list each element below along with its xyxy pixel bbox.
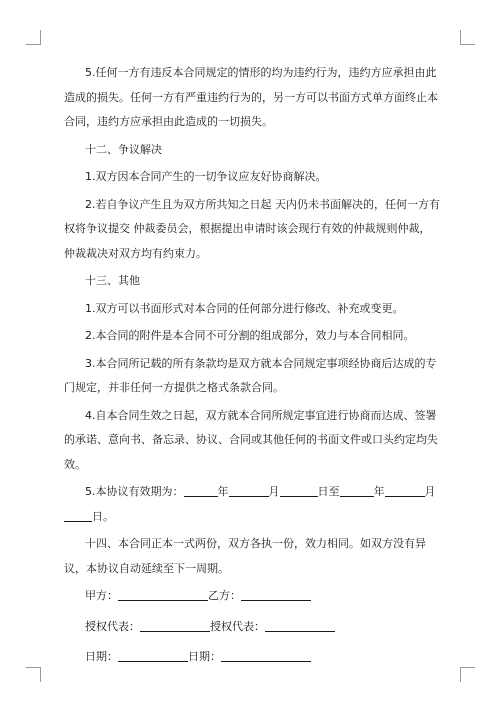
clause-13-1: 1.双方可以书面形式对本合同的任何部分进行修改、补充或变更。 <box>85 301 404 315</box>
crop-mark-bottom-right <box>460 667 475 682</box>
section-13-heading: 十三、其他 <box>85 274 140 287</box>
date-a-line[interactable] <box>118 648 188 662</box>
section-14-clause: 十四、本合同正本一式两份，双方各执一份，效力相同。如双方没有异议，本协议自动延续至下一周期。 <box>64 537 426 575</box>
rep-b-line[interactable] <box>265 618 335 632</box>
clause-13-5-validity-term <box>64 480 440 529</box>
clause-11-5: 5.任何一方有违反本合同规定的情形的均为违约行为，违约方应承担由此造成的损失。任何一方有严重违约行为的，另一方可以书面方式单方面终止本合同，违约方应承担由此造成的一切损失。 <box>64 66 438 128</box>
party-a-label: 甲方： <box>85 589 118 602</box>
start-day-to-label: 日至 <box>317 485 340 498</box>
signature-row-parties <box>64 584 440 609</box>
section-12-heading: 十二、争议解决 <box>85 142 162 156</box>
clause-13-3: 3.本合同所记载的所有条款均是双方就本合同规定事项经协商后达成的专门规定，并非任何一方提供之格式条款合同。 <box>64 356 437 394</box>
party-b-line[interactable] <box>241 587 311 601</box>
end-year-blank[interactable] <box>340 483 374 497</box>
party-b-label: 乙方： <box>208 589 241 602</box>
start-day-blank[interactable] <box>280 483 318 497</box>
rep-a-line[interactable] <box>140 618 210 632</box>
date-a-label: 日期： <box>85 650 118 663</box>
clause-12-2: 2.若自争议产生且为双方所共知之日起 天内仍未书面解决的，任何一方有权将争议提交 仲裁委员会，根据提出申请时该会现行有效的仲裁规则仲裁，仲裁裁决对双方均有约束力。 <box>64 197 440 260</box>
end-year-label: 年 <box>373 485 385 498</box>
clause-12-1: 1.双方因本合同产生的一切争议应友好协商解决。 <box>85 170 327 183</box>
party-a-line[interactable] <box>118 587 208 601</box>
clause-13-4: 4.自本合同生效之日起，双方就本合同所规定事宜进行协商而达成、签署的承诺、意向书、备忘录、协议、合同或其他任何的书面文件或口头约定均失效。 <box>64 408 438 471</box>
validity-prefix: 5.本协议有效期为： <box>85 485 184 498</box>
end-month-label: 月 <box>424 485 436 498</box>
crop-mark-top-left <box>26 30 41 45</box>
start-month-blank[interactable] <box>229 483 269 497</box>
rep-b-label: 授权代表： <box>210 619 265 633</box>
start-month-label: 月 <box>268 485 280 498</box>
end-month-blank[interactable] <box>385 483 425 497</box>
start-year-blank[interactable] <box>184 483 218 497</box>
signature-row-dates <box>64 645 440 670</box>
start-year-label: 年 <box>217 485 229 498</box>
crop-mark-bottom-left <box>26 667 41 682</box>
end-day-blank[interactable] <box>64 508 92 522</box>
rep-a-label: 授权代表： <box>85 619 140 633</box>
clause-13-2: 2.本合同的附件是本合同不可分割的组成部分，效力与本合同相同。 <box>85 329 415 342</box>
end-day-label: 日。 <box>92 509 114 523</box>
date-b-label: 日期： <box>188 650 221 663</box>
crop-mark-top-right <box>460 30 475 45</box>
signature-row-representatives <box>64 615 440 640</box>
document-body <box>64 61 440 676</box>
date-b-line[interactable] <box>221 648 311 662</box>
